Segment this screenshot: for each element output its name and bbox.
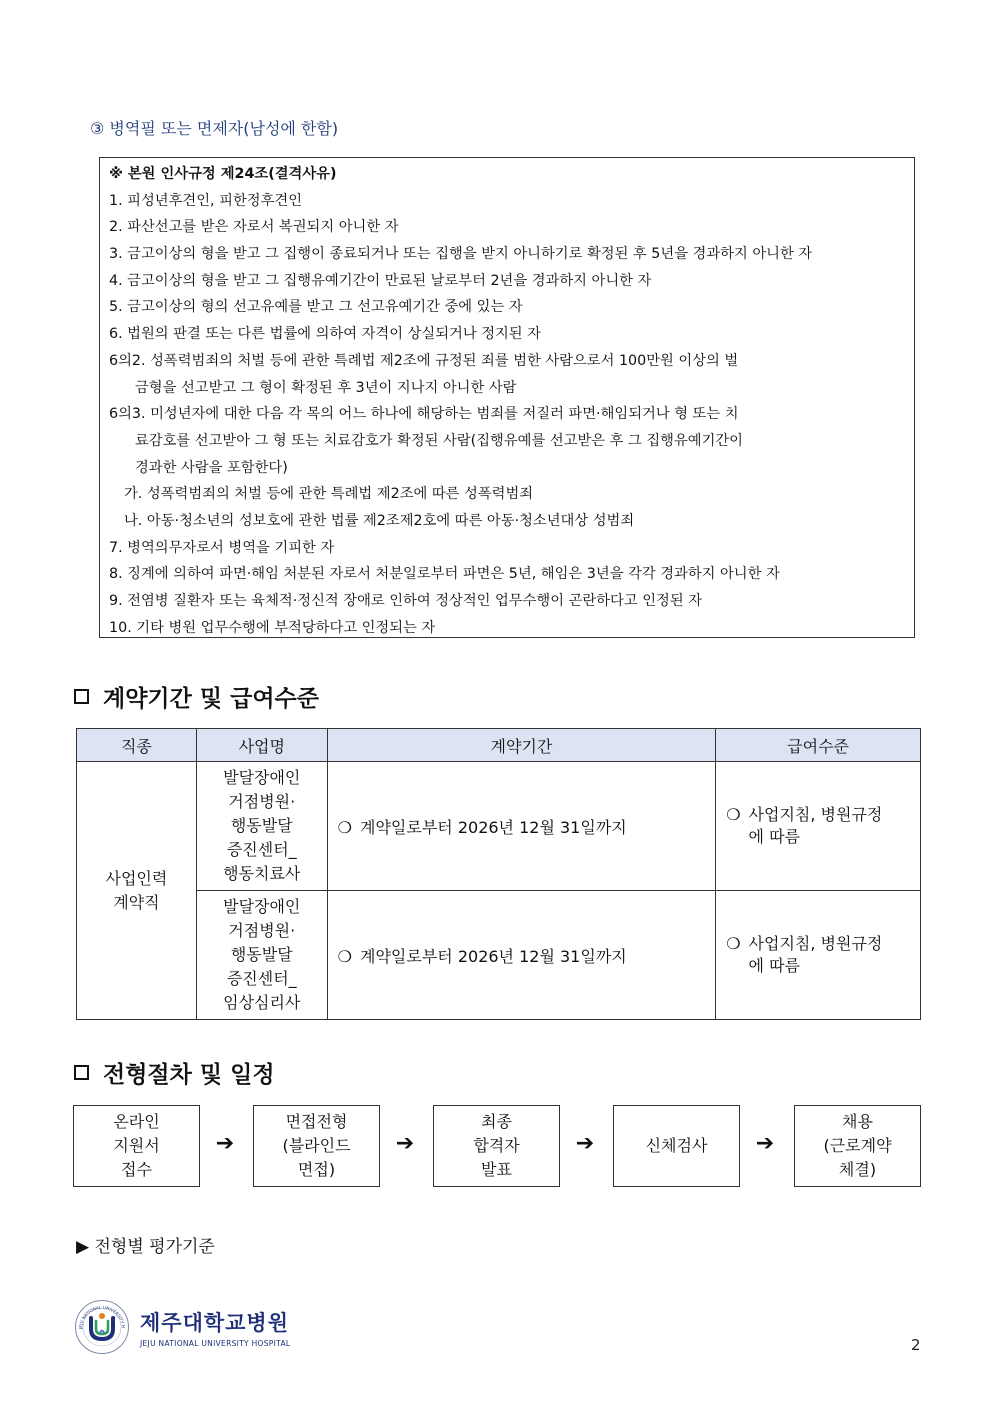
rule-line: 9. 전염병 질환자 또는 육체적·정신적 장애로 인하여 정상적인 업무수행이 곤란하다고 인정된 자 [109,593,702,609]
flow-step-medical-check: 신체검사 [613,1105,740,1187]
section-heading-process [74,1056,275,1089]
rule-subline: 가. 성폭력범죄의 처벌 등에 관한 특례법 제2조에 따른 성폭력범죄 [124,486,534,503]
contract-table [76,728,921,1020]
section-title: 전형절차 및 일정 [103,1062,275,1088]
header-period: 계약기간 [327,729,716,762]
section-title: 계약기간 및 급여수준 [103,686,319,712]
rules-title: ※ 본원 인사규정 제24조(결격사유) [109,166,337,182]
period-cell: ❍ 계약일로부터 2026년 12월 31일까지 [327,762,716,891]
circle-bullet-icon: ❍ [726,934,741,953]
rule-line: 3. 금고이상의 형을 받고 그 집행이 종료되거나 또는 집행을 받지 아니하기로 확정된 후 5년을 경과하지 아니한 자 [109,246,813,263]
section-heading-contract [74,680,319,713]
header-job-type: 직종 [77,729,197,762]
arrow-right-icon: ➔ [215,1131,235,1156]
hospital-name-ko: 제주대학교병원 [140,1310,290,1335]
salary-cell: ❍ 사업지침, 병원규정 에 따름 [716,762,921,891]
table-header-row [77,729,921,762]
table-row [77,762,921,891]
period-cell: ❍ 계약일로부터 2026년 12월 31일까지 [327,891,716,1020]
job-type-cell: 사업인력 계약직 [77,762,197,1020]
circle-bullet-icon: ❍ [726,805,741,824]
rule-line: 8. 징계에 의하여 파면·해임 처분된 자로서 처분일로부터 파면은 5년, 해임은 3년을 각각 경과하지 아니한 자 [109,566,780,583]
rule-line: 6의3. 미성년자에 대한 다음 각 목의 어느 하나에 해당하는 범죄를 저질러 파면·해임되거나 형 또는 치 [109,406,739,423]
flow-step-final-announcement: 최종 합격자 발표 [433,1105,560,1187]
rule-subline: 나. 아동·청소년의 성보호에 관한 법률 제2조제2호에 따른 아동·청소년대상 성범죄 [124,512,635,529]
circle-bullet-icon: ❍ [337,946,353,966]
project-cell: 발달장애인 거점병원· 행동발달 증진센터_ 임상심리사 [196,891,327,1020]
arrow-right-icon: ➔ [575,1131,595,1156]
flow-step-application: 온라인 지원서 접수 [73,1105,200,1187]
rule-line: 경과한 사람을 포함한다) [135,459,288,476]
arrow-right-icon: ➔ [395,1131,415,1156]
rule-line: 1. 피성년후견인, 피한정후견인 [109,192,303,209]
rule-line: 6의2. 성폭력범죄의 처벌 등에 관한 특례법 제2조에 규정된 죄를 범한 사람으로서 100만원 이상의 벌 [109,352,739,369]
rule-line: 6. 법원의 판결 또는 다른 법률에 의하여 자격이 상실되거나 정지된 자 [109,326,541,343]
intro-line: ③ 병역필 또는 면제자(남성에 한함) [90,119,339,138]
header-salary: 급여수준 [716,729,921,762]
svg-text:JEJU NATIONAL UNIVERSITY HOSPI: JEJU NATIONAL UNIVERSITY H [77,1304,127,1330]
rule-line: 2. 파산선고를 받은 자로서 복권되지 아니한 자 [109,219,399,236]
flow-step-interview: 면접전형 (블라인드 면접) [253,1105,380,1187]
checkbox-square-icon [74,1065,89,1080]
salary-cell: ❍ 사업지침, 병원규정 에 따름 [716,891,921,1020]
arrow-right-icon: ➔ [755,1131,775,1156]
rule-line: 료감호를 선고받아 그 형 또는 치료감호가 확정된 사람(집행유예를 선고받은 후 그 집행유예기간이 [135,432,743,449]
page-number: 2 [911,1336,921,1354]
rule-line: 5. 금고이상의 형의 선고유예를 받고 그 선고유예기간 중에 있는 자 [109,299,523,316]
hospital-name-en: JEJU NATIONAL UNIVERSITY HOSPITAL [140,1338,291,1348]
rule-line: 10. 기타 병원 업무수행에 부적당하다고 인정되는 자 [109,619,436,636]
selection-process-flow [73,1105,921,1187]
rule-line: 금형을 선고받고 그 형이 확정된 후 3년이 지나지 아니한 사람 [135,379,517,396]
checkbox-square-icon [74,689,89,704]
hospital-emblem-icon [74,1299,130,1355]
header-project: 사업명 [196,729,327,762]
circle-bullet-icon: ❍ [337,817,353,837]
evaluation-criteria-heading: ▶ 전형별 평가기준 [76,1237,215,1257]
hospital-logo [74,1299,290,1355]
flow-step-hiring: 채용 (근로계약 체결) [794,1105,921,1187]
rule-line: 7. 병역의무자로서 병역을 기피한 자 [109,539,335,556]
rule-line: 4. 금고이상의 형을 받고 그 집행유예기간이 만료된 날로부터 2년을 경과하지 아니한 자 [109,272,652,289]
table-row [77,891,921,1020]
project-cell: 발달장애인 거점병원· 행동발달 증진센터_ 행동치료사 [196,762,327,891]
disqualification-rules-box [99,157,915,638]
